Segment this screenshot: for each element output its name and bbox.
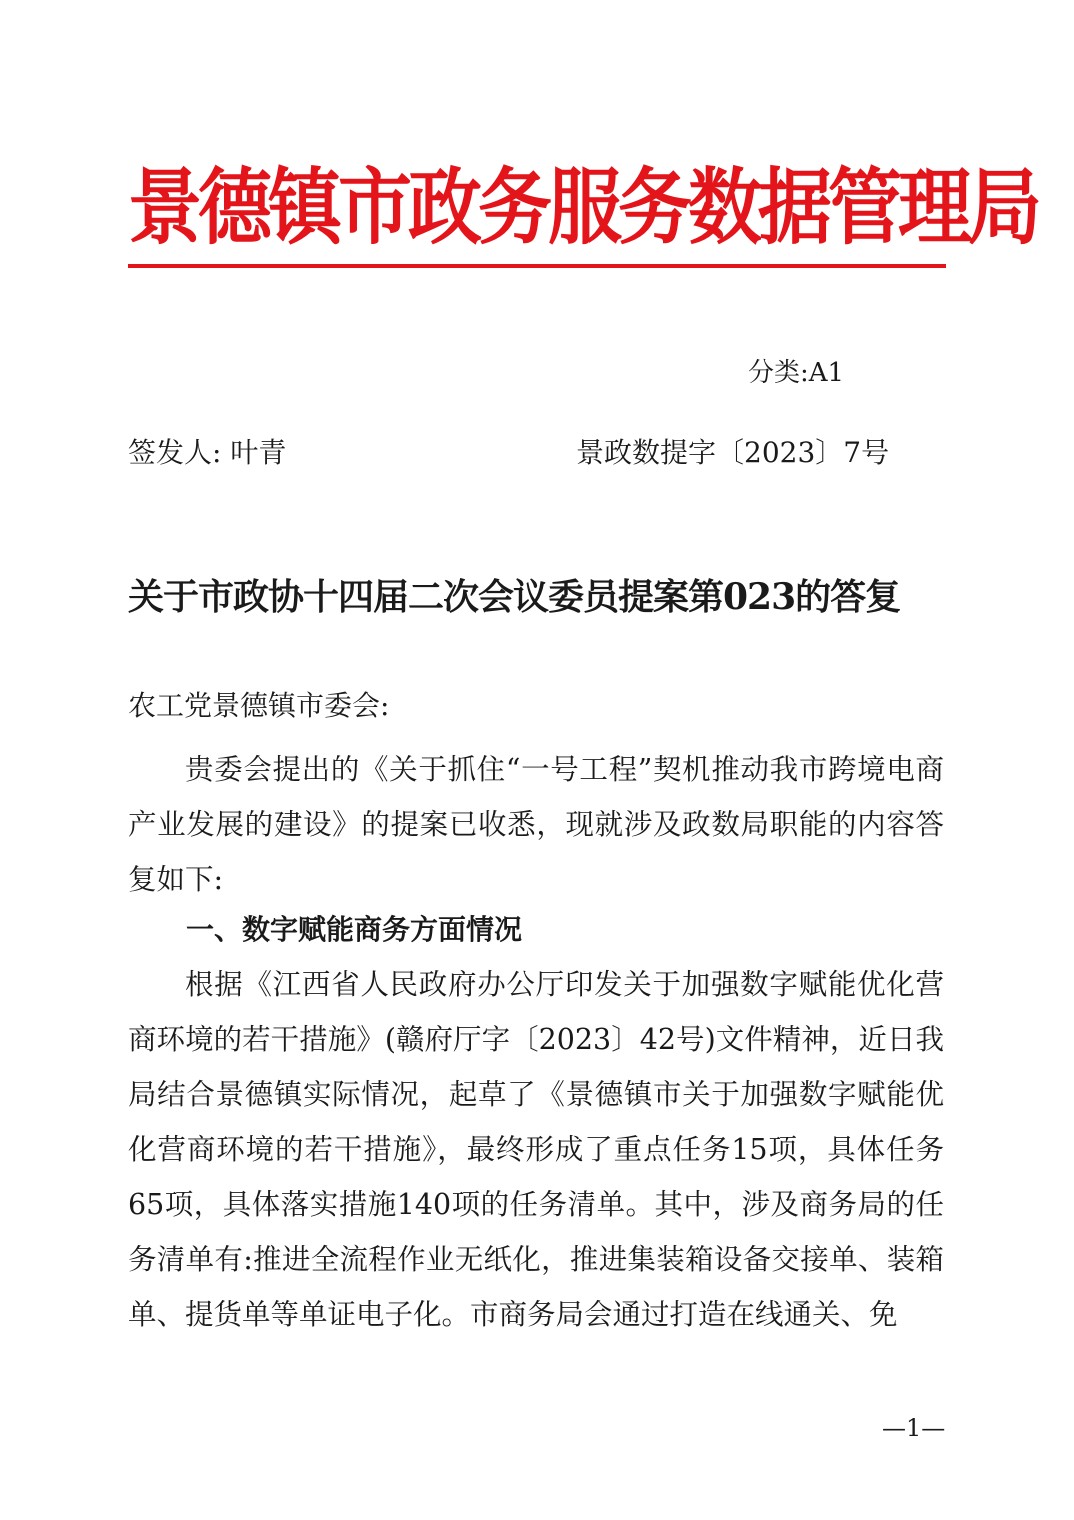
document-title: 关于市政协十四届二次会议委员提案第023的答复 <box>128 576 901 618</box>
organization-header-title: 景德镇市政务服务数据管理局 <box>128 159 1038 257</box>
body-paragraph: 贵委会提出的《关于抓住“一号工程”契机推动我市跨境电商产业发展的建设》的提案已收悉，现就涉及政数局职能的内容答复如下: <box>128 753 944 896</box>
page-number: —1— <box>882 1414 946 1442</box>
document-number: 景政数提字〔2023〕7号 <box>576 436 890 469</box>
classification-label: 分类:A1 <box>748 358 845 388</box>
header-red-divider <box>128 264 946 268</box>
section-heading: 一、数字赋能商务方面情况 <box>186 913 523 946</box>
addressee: 农工党景德镇市委会: <box>128 689 390 722</box>
body-paragraph: 根据《江西省人民政府办公厅印发关于加强数字赋能优化营商环境的若干措施》(赣府厅字〔2023〕42号)文件精神，近日我局结合景德镇实际情况，起草了《景德镇市关于加强数字赋能优化营商环境的若干措施》，最终形成了重点任务15项，具体任务65项，具体落实措施140项的任务清单。其中，涉及商务局的任务清单有:推进全流程作业无纸化，推进集装箱设备交接单、装箱单、提货单等单证电子化。市商务局会通过打造在线通关、免 <box>128 968 944 1331</box>
signer-label: 签发人: 叶青 <box>128 436 287 469</box>
